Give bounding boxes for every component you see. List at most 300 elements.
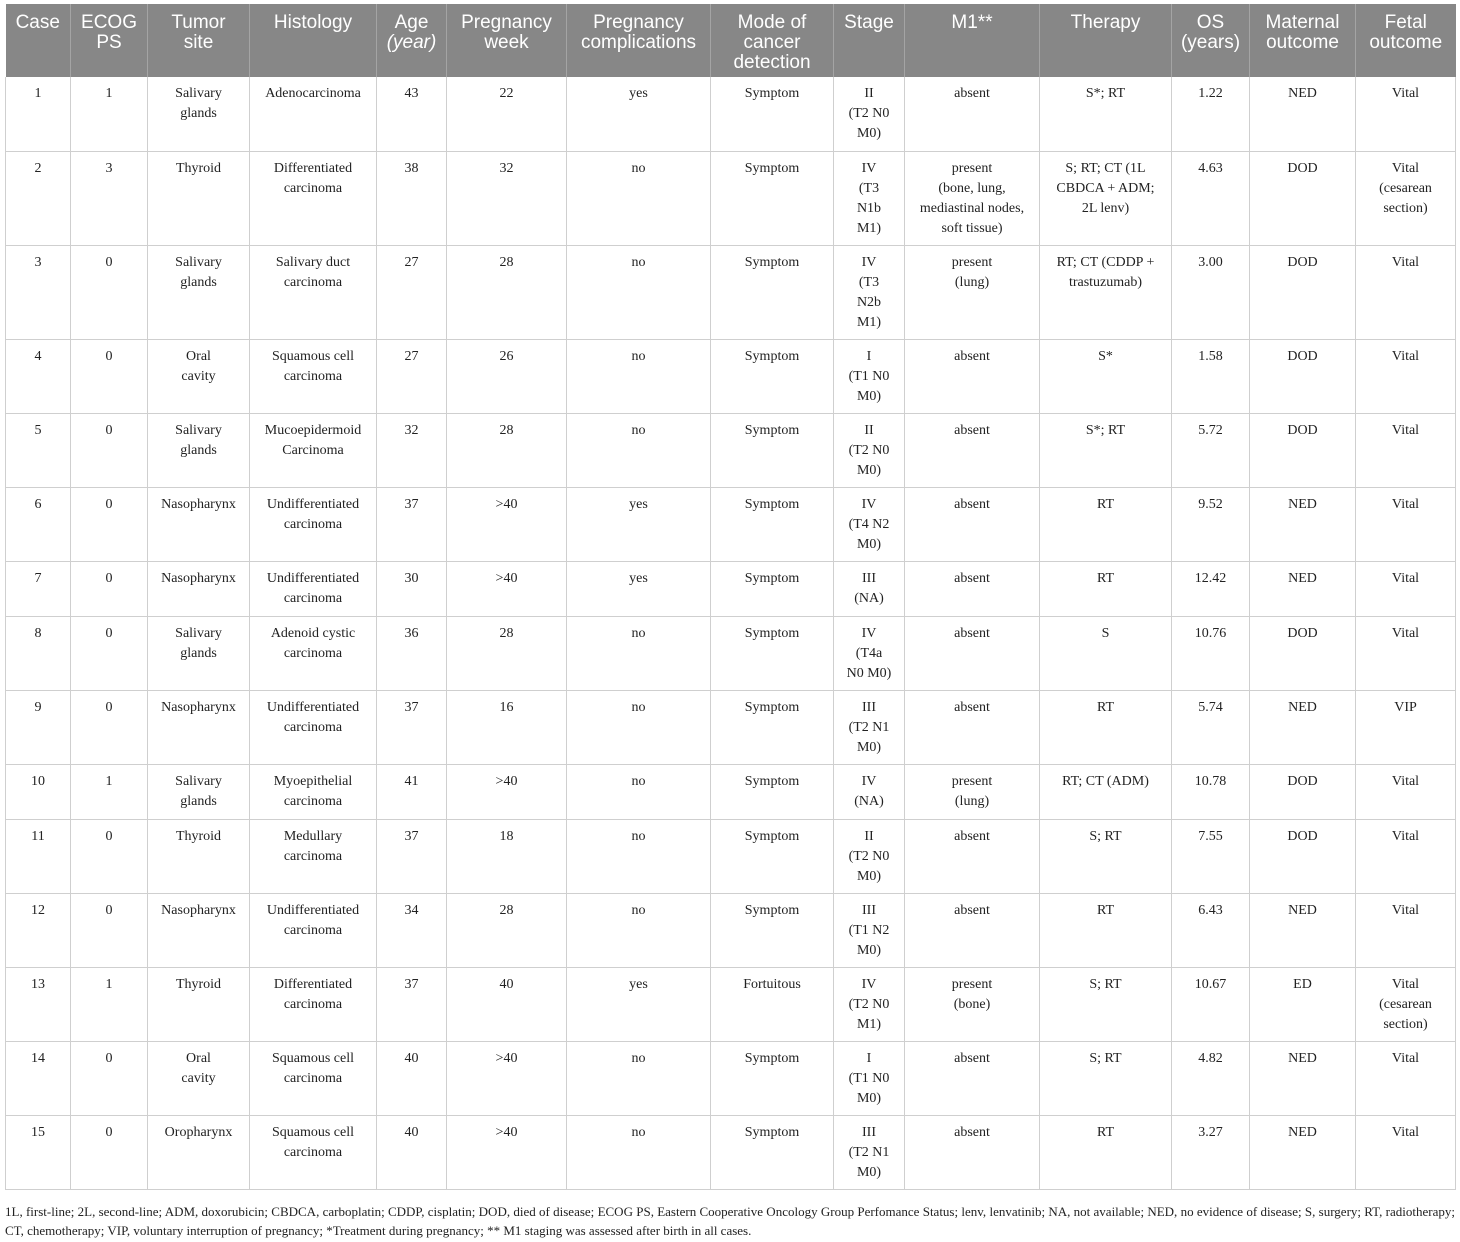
table-cell	[71, 819, 148, 893]
column-header-line: Pregnancy	[461, 12, 552, 33]
cell-text: 12	[31, 902, 45, 918]
cell-text: 37	[404, 828, 419, 844]
table-cell	[1040, 413, 1172, 487]
cell-text: 1	[105, 976, 113, 992]
cell-text: N1b	[856, 200, 882, 216]
cell-text: 2	[34, 160, 42, 176]
cell-text: M0)	[856, 388, 882, 404]
cell-text: Squamous cell	[271, 348, 355, 364]
cell-text: absent	[954, 348, 990, 364]
table-cell	[905, 819, 1040, 893]
table-cell	[1172, 893, 1250, 967]
cell-text: Adenocarcinoma	[265, 86, 361, 101]
table-cell	[1040, 819, 1172, 893]
cell-text: II	[864, 828, 874, 844]
table-cell	[1040, 1041, 1172, 1115]
cell-text: 11	[31, 828, 45, 844]
table-cell	[377, 1041, 447, 1115]
cell-text: absent	[954, 86, 990, 101]
cell-text: M0)	[856, 868, 882, 884]
table-cell	[1250, 1115, 1356, 1189]
cell-text: Salivary	[175, 254, 222, 270]
cell-text: RT; CT (CDDP +	[1056, 254, 1155, 270]
table-cell	[1040, 893, 1172, 967]
cell-text: soft tissue)	[941, 220, 1003, 236]
cell-text: 18	[499, 828, 514, 844]
cell-text: Vital	[1391, 1124, 1420, 1140]
cell-text: (T2 N0	[848, 106, 890, 121]
cell-text: 43	[404, 86, 419, 101]
table-cell	[71, 339, 148, 413]
table-row	[6, 561, 1456, 616]
table-cell	[148, 967, 250, 1041]
cell-text: yes	[629, 570, 648, 586]
table-cell	[250, 413, 377, 487]
table-cell	[1356, 764, 1456, 819]
cell-text: M0)	[856, 1090, 882, 1106]
table-cell	[905, 893, 1040, 967]
cell-text: (T3	[858, 274, 880, 290]
cell-text: Fortuitous	[743, 976, 801, 992]
cell-text: Oral	[186, 348, 211, 364]
cell-text: Symptom	[744, 570, 800, 586]
cell-text: NED	[1288, 496, 1317, 512]
table-cell	[567, 245, 711, 339]
table-cell	[447, 413, 567, 487]
cell-text: (T3	[858, 180, 880, 196]
table-cell	[711, 413, 834, 487]
table-cell	[377, 967, 447, 1041]
table-cell	[1040, 616, 1172, 690]
table-cell	[567, 690, 711, 764]
table-cell	[1172, 245, 1250, 339]
table-cell	[250, 1115, 377, 1189]
cell-text: (T2 N0	[848, 442, 890, 458]
cell-text: Thyroid	[175, 976, 222, 992]
table-cell	[1356, 561, 1456, 616]
column-header-line: Stage	[844, 12, 894, 33]
column-header-line: Maternal	[1265, 12, 1340, 33]
table-cell	[1250, 819, 1356, 893]
cell-text: 3.27	[1198, 1124, 1223, 1140]
table-cell	[1172, 339, 1250, 413]
cell-text: M1)	[856, 314, 882, 330]
cell-text: NED	[1288, 699, 1317, 715]
cell-text: RT	[1096, 1124, 1115, 1140]
column-header-line: Fetal	[1384, 12, 1427, 33]
table-cell	[1250, 561, 1356, 616]
cell-text: carcinoma	[283, 590, 343, 606]
table-cell	[1250, 764, 1356, 819]
cell-text: CBDCA + ADM;	[1056, 180, 1155, 196]
cell-text: 5	[34, 422, 42, 438]
table-cell	[71, 764, 148, 819]
cell-text: Vital	[1391, 828, 1420, 844]
cell-text: Undifferentiated	[266, 902, 360, 918]
cell-text: (NA)	[854, 590, 884, 606]
column-header-line: Age	[394, 12, 429, 33]
cell-text: 40	[404, 1050, 419, 1066]
column-header-line: outcome	[1266, 32, 1339, 53]
cell-text: VIP	[1394, 699, 1417, 715]
cell-text: 7.55	[1198, 828, 1223, 844]
table-cell	[1172, 616, 1250, 690]
cell-text: (T4a	[855, 645, 883, 661]
table-cell	[567, 77, 711, 151]
cell-text: no	[631, 828, 646, 844]
table-cell	[250, 819, 377, 893]
table-cell	[71, 893, 148, 967]
table-row	[6, 819, 1456, 893]
cell-text: RT	[1096, 902, 1115, 918]
table-cell	[377, 77, 447, 151]
cell-text: IV	[861, 773, 877, 789]
table-cell	[1250, 413, 1356, 487]
cell-text: Salivary	[175, 773, 222, 789]
table-cell	[148, 487, 250, 561]
table-cell	[905, 764, 1040, 819]
cell-text: M0)	[856, 536, 882, 552]
table-cell	[567, 616, 711, 690]
cell-text: Symptom	[744, 902, 800, 918]
table-cell	[905, 561, 1040, 616]
cell-text: carcinoma	[283, 1070, 343, 1086]
cell-text: NED	[1288, 902, 1317, 918]
table-cell	[1250, 690, 1356, 764]
table-cell	[1172, 151, 1250, 245]
cell-text: glands	[180, 442, 217, 458]
table-cell	[71, 967, 148, 1041]
table-cell	[71, 487, 148, 561]
table-cell	[148, 339, 250, 413]
cell-text: Salivary duct	[275, 254, 351, 270]
table-body	[6, 77, 1456, 1189]
cell-text: 14	[31, 1050, 45, 1066]
table-cell	[905, 967, 1040, 1041]
cell-text: section)	[1383, 1016, 1428, 1032]
table-cell	[447, 1115, 567, 1189]
column-header	[905, 4, 1040, 77]
cell-text: 37	[404, 496, 419, 512]
table-cell	[834, 77, 905, 151]
table-cell	[447, 77, 567, 151]
cell-text: S; RT	[1089, 976, 1122, 992]
cell-text: (T4 N2	[848, 516, 890, 532]
cell-text: II	[864, 422, 874, 438]
cell-text: carcinoma	[283, 996, 343, 1012]
column-header-line: ECOG	[81, 12, 137, 33]
table-cell	[1040, 151, 1172, 245]
cell-text: RT	[1096, 496, 1115, 512]
table-row	[6, 893, 1456, 967]
cell-text: 30	[404, 570, 419, 586]
table-cell	[148, 690, 250, 764]
table-cell	[711, 690, 834, 764]
cell-text: S; RT	[1089, 828, 1122, 844]
cell-text: S*; RT	[1085, 422, 1126, 438]
table-cell	[148, 151, 250, 245]
column-header	[711, 4, 834, 77]
cell-text: Salivary	[175, 422, 222, 438]
cell-text: Vital	[1391, 86, 1420, 101]
cell-text: 37	[404, 976, 419, 992]
cell-text: 6.43	[1198, 902, 1223, 918]
cell-text: 1.22	[1198, 86, 1223, 101]
table-row	[6, 413, 1456, 487]
cell-text: Vital	[1391, 254, 1420, 270]
table-cell	[1040, 1115, 1172, 1189]
cell-text: Symptom	[744, 160, 800, 176]
table-cell	[71, 690, 148, 764]
table-cell	[148, 77, 250, 151]
table-cell	[71, 151, 148, 245]
table-cell	[377, 245, 447, 339]
cell-text: Mucoepidermoid	[264, 422, 362, 438]
cell-text: carcinoma	[283, 848, 343, 864]
table-cell	[711, 616, 834, 690]
cell-text: Undifferentiated	[266, 570, 360, 586]
cell-text: 38	[404, 160, 419, 176]
table-cell	[447, 690, 567, 764]
table-footnote: 1L, first-line; 2L, second-line; ADM, doxorubicin; CBDCA, carboplatin; CDDP, cisplatin; DOD, died of disease; ECOG PS, Eastern Cooperative Oncology Group Perfomance Status; lenv, lenvatinib; NA, not available; NED, no evidence of disease; S, surgery; RT, radiotherapy; CT, chemotherapy; VIP, voluntary interruption of pregnancy; *Treatment during pregnancy; ** M1 staging was assessed after birth in all cases.	[5, 1204, 1455, 1238]
column-header-line: Tumor	[171, 12, 226, 33]
table-cell	[905, 616, 1040, 690]
cell-text: 1.58	[1198, 348, 1223, 364]
cell-text: 12.42	[1194, 570, 1227, 586]
table-cell	[250, 690, 377, 764]
cell-text: S*	[1098, 348, 1113, 364]
cell-text: RT	[1096, 699, 1115, 715]
table-cell	[1040, 764, 1172, 819]
table-cell	[447, 487, 567, 561]
table-cell	[447, 339, 567, 413]
table-cell	[834, 616, 905, 690]
table-cell	[250, 487, 377, 561]
cell-text: no	[631, 422, 646, 438]
table-cell	[377, 151, 447, 245]
cell-text: RT; CT (ADM)	[1062, 773, 1149, 789]
column-header-line: PS	[96, 32, 122, 53]
cell-text: M1)	[856, 1016, 882, 1032]
cell-text: Salivary	[175, 86, 222, 101]
cell-text: S; RT; CT (1L	[1065, 160, 1146, 176]
table-row	[6, 487, 1456, 561]
table-cell	[6, 339, 71, 413]
table-cell	[834, 339, 905, 413]
table-cell	[148, 616, 250, 690]
cell-text: Vital	[1391, 348, 1420, 364]
table-cell	[1040, 561, 1172, 616]
column-header-line: Histology	[273, 12, 353, 33]
table-cell	[711, 487, 834, 561]
cell-text: no	[631, 699, 646, 715]
cell-text: S*; RT	[1085, 86, 1126, 101]
cell-text: 10.67	[1194, 976, 1227, 992]
cell-text: glands	[180, 645, 217, 661]
table-cell	[567, 764, 711, 819]
column-header-line: complications	[580, 32, 697, 53]
table-cell	[447, 819, 567, 893]
table-cell	[1356, 690, 1456, 764]
cell-text: no	[631, 773, 646, 789]
table-cell	[1040, 487, 1172, 561]
cell-text: DOD	[1287, 422, 1318, 438]
table-cell	[834, 690, 905, 764]
cell-text: M0)	[856, 126, 882, 141]
table-cell	[711, 1115, 834, 1189]
table-cell	[250, 245, 377, 339]
table-cell	[567, 1115, 711, 1189]
cell-text: section)	[1383, 200, 1428, 216]
table-cell	[711, 893, 834, 967]
cell-text: carcinoma	[283, 1144, 343, 1160]
cell-text: carcinoma	[283, 368, 343, 384]
table-cell	[447, 893, 567, 967]
column-header-line: (years)	[1180, 32, 1241, 53]
cell-text: DOD	[1287, 773, 1318, 789]
table-cell	[834, 245, 905, 339]
column-header	[377, 4, 447, 77]
table-cell	[1250, 893, 1356, 967]
cell-text: (T2 N1	[848, 1144, 890, 1160]
cell-text: (lung)	[954, 274, 990, 290]
cell-text: trastuzumab)	[1068, 274, 1143, 290]
cell-text: Squamous cell	[271, 1050, 355, 1066]
cell-text: Symptom	[744, 86, 800, 101]
cell-text: >40	[495, 773, 518, 789]
cell-text: NED	[1288, 1124, 1317, 1140]
cell-text: DOD	[1287, 254, 1318, 270]
cell-text: Symptom	[744, 625, 800, 641]
column-header-line: site	[183, 32, 214, 53]
table-cell	[834, 151, 905, 245]
table-cell	[567, 339, 711, 413]
table-cell	[250, 339, 377, 413]
cell-text: absent	[954, 699, 990, 715]
cell-text: Nasopharynx	[161, 570, 236, 586]
cell-text: Nasopharynx	[161, 902, 236, 918]
table-cell	[1356, 819, 1456, 893]
cell-text: (bone, lung,	[938, 180, 1006, 196]
cell-text: >40	[495, 1124, 518, 1140]
cell-text: 10.78	[1194, 773, 1227, 789]
table-cell	[567, 1041, 711, 1115]
table-cell	[250, 893, 377, 967]
cell-text: Carcinoma	[282, 442, 344, 458]
cell-text: 0	[105, 496, 113, 512]
cell-text: 3.00	[1198, 254, 1223, 270]
cell-text: 41	[404, 773, 419, 789]
table-cell	[447, 764, 567, 819]
table-cell	[1356, 893, 1456, 967]
cell-text: Symptom	[744, 422, 800, 438]
table-cell	[1356, 413, 1456, 487]
table-cell	[1172, 764, 1250, 819]
table-cell	[148, 413, 250, 487]
cell-text: 7	[34, 570, 42, 586]
column-header	[1356, 4, 1456, 77]
table-cell	[567, 561, 711, 616]
cell-text: 15	[31, 1124, 45, 1140]
table-cell	[447, 1041, 567, 1115]
table-cell	[71, 245, 148, 339]
cell-text: 28	[499, 422, 514, 438]
table-cell	[1172, 967, 1250, 1041]
table-cell	[1356, 1115, 1456, 1189]
cell-text: present	[951, 773, 993, 789]
cell-text: no	[631, 254, 646, 270]
cell-text: Medullary	[283, 828, 343, 844]
cell-text: 4.82	[1198, 1050, 1223, 1066]
table-cell	[1172, 561, 1250, 616]
table-cell	[6, 245, 71, 339]
table-cell	[6, 616, 71, 690]
cell-text: Adenoid cystic	[270, 625, 356, 641]
table-row	[6, 151, 1456, 245]
cell-text: 0	[105, 254, 113, 270]
cell-text: 32	[404, 422, 419, 438]
table-cell	[377, 690, 447, 764]
table-cell	[6, 1041, 71, 1115]
cell-text: cavity	[181, 368, 216, 384]
cell-text: Vital	[1391, 570, 1420, 586]
cell-text: DOD	[1287, 348, 1318, 364]
column-header	[1250, 4, 1356, 77]
column-header-unit: (year)	[386, 32, 437, 53]
cell-text: 36	[404, 625, 419, 641]
cell-text: no	[631, 1124, 646, 1140]
cell-text: N2b	[856, 294, 882, 310]
cell-text: 4.63	[1198, 160, 1223, 176]
table-cell	[905, 77, 1040, 151]
cell-text: Thyroid	[175, 160, 222, 176]
cell-text: III	[862, 1124, 876, 1140]
cell-text: 0	[105, 625, 113, 641]
cell-text: absent	[954, 1050, 990, 1066]
table-cell	[711, 819, 834, 893]
cell-text: 10	[31, 773, 45, 789]
cell-text: Nasopharynx	[161, 496, 236, 512]
cell-text: (T2 N1	[848, 719, 890, 735]
cell-text: NED	[1288, 570, 1317, 586]
cell-text: yes	[629, 496, 648, 512]
cell-text: 5.72	[1198, 422, 1223, 438]
cell-text: 28	[499, 254, 514, 270]
column-header	[447, 4, 567, 77]
table-cell	[1172, 487, 1250, 561]
cell-text: IV	[861, 496, 877, 512]
cell-text: Symptom	[744, 828, 800, 844]
cell-text: M0)	[856, 462, 882, 478]
table-cell	[905, 245, 1040, 339]
table-row	[6, 690, 1456, 764]
table-cell	[1356, 245, 1456, 339]
cell-text: IV	[861, 254, 877, 270]
cell-text: >40	[495, 496, 518, 512]
cell-text: 22	[499, 86, 514, 101]
table-cell	[1172, 819, 1250, 893]
cell-text: DOD	[1287, 160, 1318, 176]
cell-text: present	[951, 160, 993, 176]
cell-text: (NA)	[854, 793, 884, 809]
table-cell	[250, 764, 377, 819]
table-cell	[567, 819, 711, 893]
cell-text: 3	[105, 160, 113, 176]
cell-text: RT	[1096, 570, 1115, 586]
table-cell	[711, 967, 834, 1041]
cell-text: absent	[954, 1124, 990, 1140]
cell-text: Oral	[186, 1050, 211, 1066]
